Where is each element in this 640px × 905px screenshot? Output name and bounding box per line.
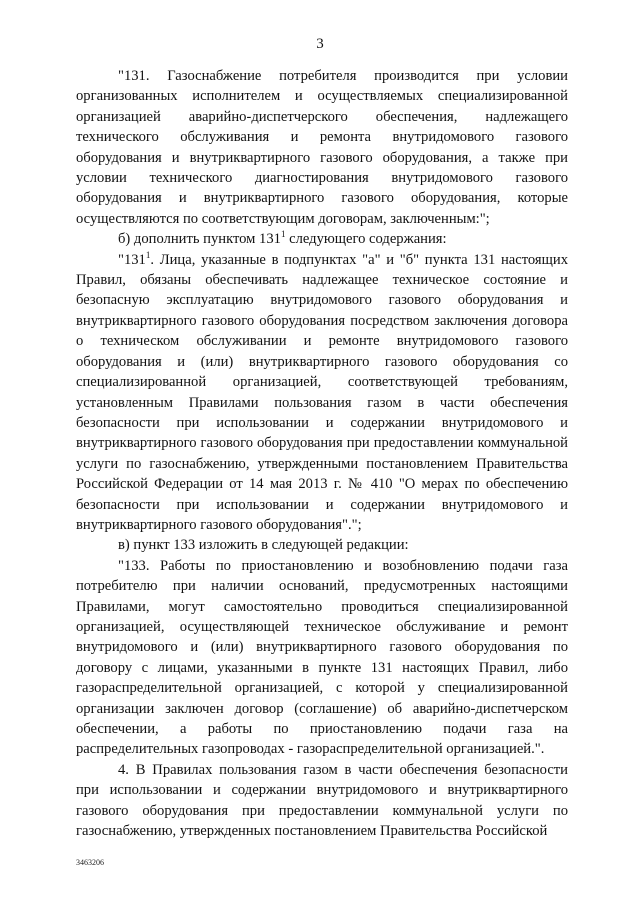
paragraph-amend-133: в) пункт 133 изложить в следующей редакции: (118, 537, 409, 554)
paragraph-text: . Лица, указанные в подпунктах "а" и "б" пункта 131 настоящих Правил, обязаны обеспечивать надлежащее техническое состояние и безопасную эксплуатацию внутридомового газового оборудования и внутриквартирного газового оборудования посредством заключения договора о техническом обслуживании и ремонте внутридомового газового оборудования и (или) внутриквартирного газового оборудования со специализированной организацией, соответствующей требованиям, установленным Правилами пользования газом в части обеспечения безопасности при использовании и содержании внутридомового и внутриквартирного газового оборудования при предоставлении коммунальной услуги по газоснабжению, утвержденными постановлением Правительства Российской Федерации от 14 мая 2013 г. № 410 "О мерах по обеспечению безопасности при использовании и содержании внутридомового и внутриквартирного газового оборудования"."; (76, 251, 568, 533)
paragraph-131: "131. Газоснабжение потребителя производится при условии организованных исполнителем и осуществляемых специализированной организацией аварийно-диспетчерского обеспечения, надлежащего технического обслуживания и ремонта внутридомового газового оборудования и внутриквартирного газового оборудования, а также при условии технического диагностирования внутридомового газового оборудования и внутриквартирного газового оборудования, которые осуществляются по соответствующим договорам, заключенным:"; (76, 68, 568, 227)
document-code: 3463206 (76, 858, 104, 867)
paragraph-131-1 (76, 250, 568, 536)
paragraph-add-131-1 (76, 229, 568, 249)
paragraph-text: "131 (118, 251, 146, 268)
page-number: 3 (316, 36, 324, 52)
paragraph-4: 4. В Правилах пользования газом в части обеспечения безопасности при использовании и содержании внутридомового и внутриквартирного газового оборудования при предоставлении коммунальной услуги по газоснабжению, утвержденных постановлением Правительства Российской (76, 761, 568, 840)
paragraph-133: "133. Работы по приостановлению и возобновлению подачи газа потребителю при наличии оснований, предусмотренных настоящими Правилами, могут самостоятельно проводиться специализированной организацией, осуществляющей техническое обслуживание и ремонт внутридомового и (или) внутриквартирного газового оборудования по договору с лицами, указанными в пункте 131 настоящих Правил, либо газораспределительной организацией, с которой у специализированной организации заключен договор (соглашение) об аварийно-диспетчерском обеспечении, а работы по приостановлению подачи газа на распределительных газопроводах - газораспределительной организацией.". (76, 557, 568, 758)
paragraph-text: б) дополнить пунктом 131 (118, 231, 281, 248)
superscript: 1 (280, 229, 286, 240)
superscript: 1 (145, 249, 151, 260)
paragraph-text: следующего содержания: (285, 231, 447, 248)
document-body (76, 66, 568, 841)
